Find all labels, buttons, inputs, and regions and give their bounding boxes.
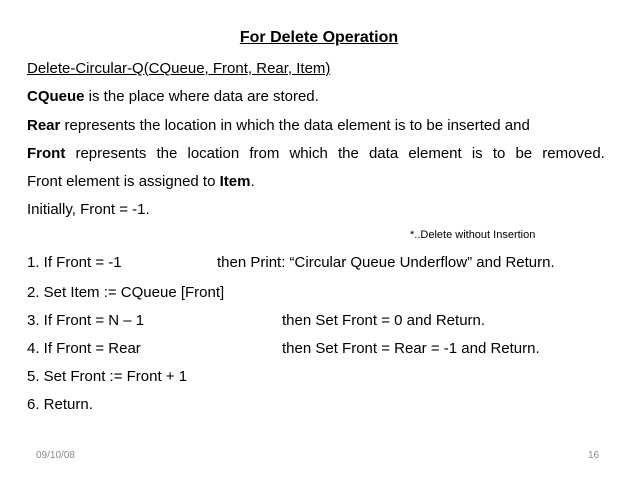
desc-item — [27, 173, 255, 191]
desc-front-word: which — [289, 145, 328, 162]
step-4-action: then Set Front = Rear = -1 and Return. — [282, 340, 540, 357]
desc-front-term: Front — [27, 145, 66, 162]
desc-initial: Initially, Front = -1. — [27, 201, 150, 218]
desc-front-word: data — [368, 145, 399, 162]
desc-rear-term: Rear — [27, 117, 61, 134]
desc-front-word: represents — [75, 145, 147, 162]
footer-date: 09/10/08 — [36, 450, 75, 461]
desc-cqueue-term: CQueue — [27, 88, 85, 105]
footer-page-number: 16 — [588, 450, 600, 461]
desc-front-word: location — [187, 145, 240, 162]
desc-front-word: is — [471, 145, 483, 162]
desc-front-word: the — [156, 145, 178, 162]
desc-front — [27, 145, 605, 163]
desc-front-word: removed. — [542, 145, 605, 162]
step-3-action: then Set Front = 0 and Return. — [282, 312, 486, 329]
step-4-condition: 4. If Front = Rear — [27, 340, 141, 357]
desc-front-word: from — [249, 145, 280, 162]
desc-item-pre: Front element is assigned to — [27, 173, 220, 190]
desc-item-term: Item — [219, 173, 251, 190]
step-1-condition: 1. If Front = -1 — [27, 254, 122, 271]
desc-cqueue-text: is the place where data are stored. — [84, 88, 319, 105]
step-3-condition: 3. If Front = N – 1 — [27, 312, 145, 329]
desc-item-post: . — [250, 173, 255, 190]
desc-front-word: the — [337, 145, 359, 162]
desc-rear-text: represents the location in which the data element is to be inserted and — [60, 117, 530, 134]
step-5-condition: 5. Set Front := Front + 1 — [27, 368, 188, 385]
step-2-condition: 2. Set Item := CQueue [Front] — [27, 284, 225, 301]
step-6-condition: 6. Return. — [27, 396, 93, 413]
desc-rear — [27, 117, 530, 135]
slide-title: For Delete Operation — [239, 29, 399, 46]
desc-front-word: be — [515, 145, 533, 162]
desc-cqueue — [27, 88, 319, 106]
side-note: *..Delete without Insertion — [410, 229, 536, 241]
procedure-signature: Delete-Circular-Q(CQueue, Front, Rear, Item) — [27, 60, 331, 77]
step-1-action: then Print: “Circular Queue Underflow” and Return. — [217, 254, 555, 271]
desc-front-word: element — [408, 145, 462, 162]
desc-front-word: to — [492, 145, 506, 162]
